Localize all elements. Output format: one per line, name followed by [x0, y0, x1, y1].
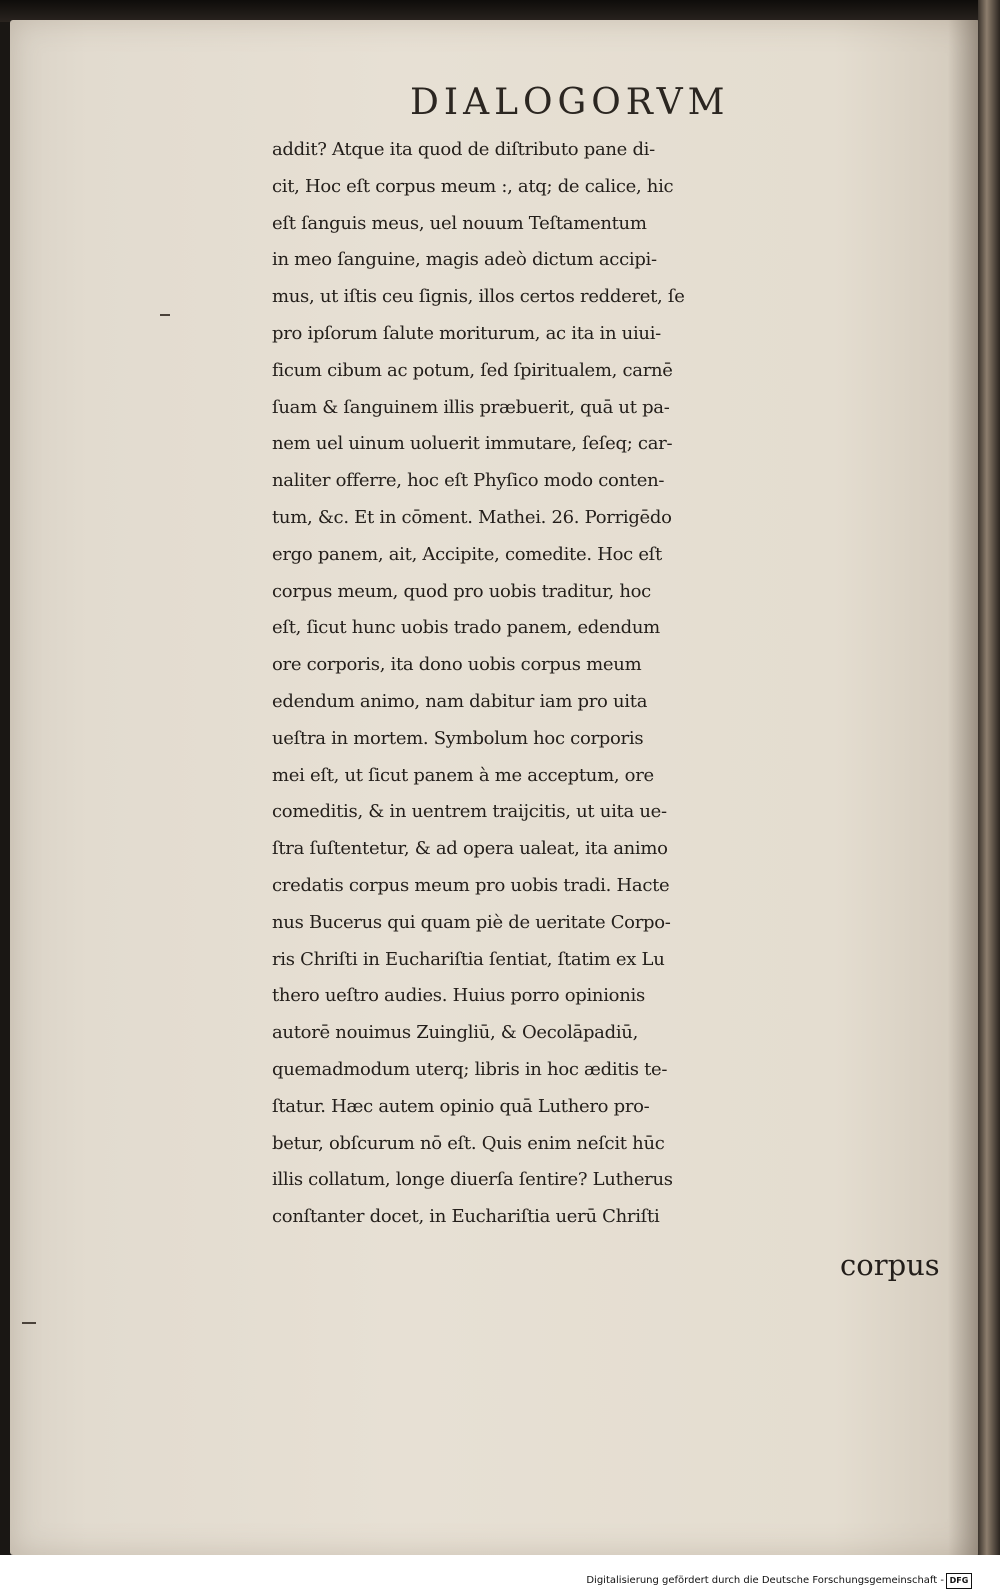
text-line: ſtra ſuſtentetur, & ad opera ualeat, ita animo — [272, 838, 668, 860]
text-line: eſt, ſicut hunc uobis trado panem, edendum — [272, 617, 660, 639]
running-head: DIALOGORVM — [410, 82, 730, 123]
text-line: thero ueſtro audies. Huius porro opinionis — [272, 985, 645, 1007]
scan-top-edge — [0, 0, 1000, 22]
text-line: naliter offerre, hoc eſt Phyſico modo conten- — [272, 470, 665, 492]
text-line: addit? Atque ita quod de diſtributo pane di- — [272, 139, 655, 160]
text-block — [272, 132, 952, 1236]
book-edge — [978, 0, 1000, 1560]
text-line: pro ipſorum ſalute moriturum, ac ita in uiui- — [272, 322, 661, 344]
text-line: ueſtra in mortem. Symbolum hoc corporis — [272, 727, 644, 749]
text-line: cit, Hoc eſt corpus meum :, atq; de calice, hic — [272, 175, 674, 197]
text-line: ore corporis, ita dono uobis corpus meum — [272, 654, 642, 676]
text-line: nus Bucerus qui quam piè de ueritate Corpo- — [272, 911, 671, 933]
text-line: mei eſt, ut ſicut panem à me acceptum, ore — [272, 764, 654, 786]
text-line: conſtanter docet, in Euchariſtia uerū Chriſti — [272, 1206, 660, 1228]
text-line: corpus meum, quod pro uobis traditur, hoc — [272, 580, 651, 602]
text-line: ſuam & ſanguinem illis præbuerit, quā ut pa- — [272, 396, 670, 418]
text-line: comeditis, & in uentrem traijcitis, ut uita ue- — [272, 801, 667, 823]
text-line: ſtatur. Hæc autem opinio quā Luthero pro- — [272, 1095, 650, 1117]
dfg-logo: DFG — [946, 1573, 972, 1589]
text-line: nem uel uinum uoluerit immutare, ſeſeq; car- — [272, 433, 673, 455]
text-line: illis collatum, longe diuerſa ſentire? Lutherus — [272, 1169, 673, 1191]
footer-credit: Digitalisierung gefördert durch die Deutsche Forschungsgemeinschaft - — [586, 1575, 944, 1586]
text-line: edendum animo, nam dabitur iam pro uita — [272, 690, 648, 712]
text-line: eſt ſanguis meus, uel nouum Teſtamentum — [272, 212, 647, 234]
catchword: corpus — [840, 1248, 940, 1282]
text-line: in meo ſanguine, magis adeò dictum accipi- — [272, 249, 657, 271]
text-line: ficum cibum ac potum, ſed ſpiritualem, carnē — [272, 359, 673, 381]
page-edge-shadow — [948, 20, 980, 1555]
text-line: tum, &c. Et in cōment. Mathei. 26. Porrigēdo — [272, 506, 672, 528]
text-line: mus, ut iſtis ceu ſignis, illos certos redderet, ſe — [272, 286, 685, 308]
text-line: betur, obſcurum nō eſt. Quis enim neſcit hūc — [272, 1132, 665, 1154]
text-line: credatis corpus meum pro uobis tradi. Hacte — [272, 874, 670, 896]
text-line: ergo panem, ait, Accipite, comedite. Hoc eſt — [272, 543, 662, 565]
text-line: ris Chriſti in Euchariſtia ſentiat, ſtatim ex Lu — [272, 948, 665, 970]
margin-mark — [160, 314, 170, 316]
margin-mark — [22, 1322, 36, 1324]
text-line: quemadmodum uterq; libris in hoc æditis te- — [272, 1058, 668, 1080]
text-line: autorē nouimus Zuingliū, & Oecolāpadiū, — [272, 1022, 639, 1044]
